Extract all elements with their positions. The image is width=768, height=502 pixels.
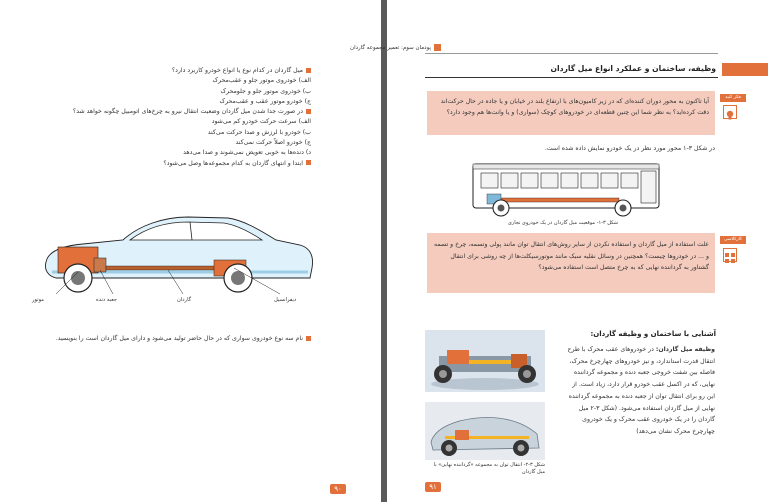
subsection-title: آشنایی با ساختمان و وظیفه گاردان: — [590, 330, 716, 338]
bullet-square-icon — [306, 68, 311, 73]
chassis-photo — [425, 330, 545, 392]
question-list — [41, 66, 311, 169]
label-engine: موتور — [32, 297, 45, 303]
option: ب) خودروی موتور جلو و جلومحرک — [220, 87, 311, 95]
option: الف) سرعت حرکت خودرو کم می‌شود — [211, 118, 311, 126]
page-number-left: ۹۰ — [330, 484, 346, 494]
classwork-icon — [723, 248, 737, 262]
classwork-text: علت استفاده از میل گاردان و استفاده نکردن از سایر روش‌های انتقال توان مانند پولی وتسمه، چرخ و تسمه و ... در خودروها چیست؟ همچنین در وسائل نقلیه سبک مانند موتورسیکلت‌ها از چه روشی برای انتقال گشتاور به گرداننده نهایی که به چرخ متصل است استفاده می‌شود؟ — [434, 241, 709, 271]
option: ج) خودرو اصلاً حرکت نمی‌کند — [235, 139, 311, 147]
label-gearbox: جعبه دنده — [96, 297, 117, 303]
grid-glyph-icon — [724, 252, 736, 264]
section-title-rule — [425, 77, 718, 78]
lightbulb-glyph-icon — [724, 109, 736, 121]
option: ب) خودرو با لرزش و صدا حرکت می‌کند — [207, 128, 311, 136]
think-box — [427, 91, 715, 135]
think-text: آیا تاکنون به محور دوران کننده‌ای که در زیر کامیون‌های با ارتفاع بلند در خیابان و یا جاده در حال حرکت‌اند دقت کرده‌اید؟ به نظر شما این چنین قطعه‌ای در خودروهای کوچک (سواری) و یا وانت‌ها هم وجود دارد؟ — [440, 98, 709, 117]
option: ج) خودرو موتور عقب و عقب‌محرک — [219, 97, 311, 105]
think-tag: فکر کنید — [720, 94, 746, 102]
right-page — [350, 0, 768, 502]
running-header: پودمان سوم: تعمیر مجموعه گاردان — [350, 44, 441, 51]
page-number-right: ۹۱ — [425, 482, 441, 492]
left-page — [0, 0, 381, 502]
classwork-tag: کارکلاسی — [720, 236, 746, 244]
bus-drivetrain-figure — [469, 158, 665, 218]
figure-1-caption: شکل ۳-۱- موقعیت میل گاردان در یک خودروی تجاری — [507, 220, 618, 226]
bullet-square-icon — [306, 109, 311, 114]
question-1: میل گاردان در کدام نوع یا انواع خودرو کاربرد دارد؟ — [41, 66, 311, 76]
option: د) دنده‌ها به خوبی تعویض نمی‌شوند و صدا می‌دهد — [183, 149, 311, 157]
sedan-drivetrain-diagram — [38, 212, 318, 296]
bottom-question: نام سه نوع خودروی سواری که در حال حاضر تولید می‌شود و دارای میل گاردان است را بنویسید. — [56, 334, 311, 344]
body-paragraph — [565, 344, 715, 438]
bullet-square-icon — [306, 160, 311, 165]
lightbulb-icon — [723, 105, 737, 119]
option: الف) خودروی موتور جلو و عقب‌محرک — [212, 77, 311, 85]
section-title: وظیفه، ساختمان و عملکرد انواع میل گاردان — [550, 64, 716, 73]
bullet-square-icon — [306, 336, 311, 341]
figure-intro: در شکل ۳-۱ محور مورد نظر در یک خودرو نمایش داده شده است. — [544, 145, 715, 152]
figure-2-caption: شکل ۳-۲- انتقال توان به مجموعه «گرداننده نهایی» با میل گاردان — [433, 462, 545, 475]
section-title-bar — [722, 63, 768, 76]
header-square-icon — [434, 44, 441, 51]
label-cardan: گاردان — [177, 297, 192, 303]
classwork-box — [427, 233, 715, 293]
header-rule — [425, 53, 718, 54]
body-text: در خودروهای عقب محرک با طرح انتقال قدرت استاندارد، و نیز خودروهای چهارچرخ محرک، فاصله بین شفت خروجی جعبه دنده و مجموعه گرداننده نهایی، که در اکسل عقب خودرو قرار دارد، زیاد است. از این رو برای انتقال توان از جعبه دنده به مجموعه گرداننده نهایی از میل گاردان استفاده می‌شود. (شکل ۳-۲ میل گاردان را در یک خودروی عقب محرک و یک خودروی چهارچرخ محرک نشان می‌دهد) — [567, 346, 715, 435]
body-lead: وظیفه میل گاردان: — [655, 346, 715, 353]
question-2: در صورت جدا شدن میل گاردان وضعیت انتقال نیرو به چرخ‌های اتومبیل چگونه خواهد شد؟ — [41, 107, 311, 117]
question-3: ابتدا و انتهای گاردان به کدام مجموعه‌ها وصل می‌شود؟ — [41, 159, 311, 169]
awd-car-photo — [425, 402, 545, 460]
label-differential: دیفرانسیل — [274, 297, 297, 303]
